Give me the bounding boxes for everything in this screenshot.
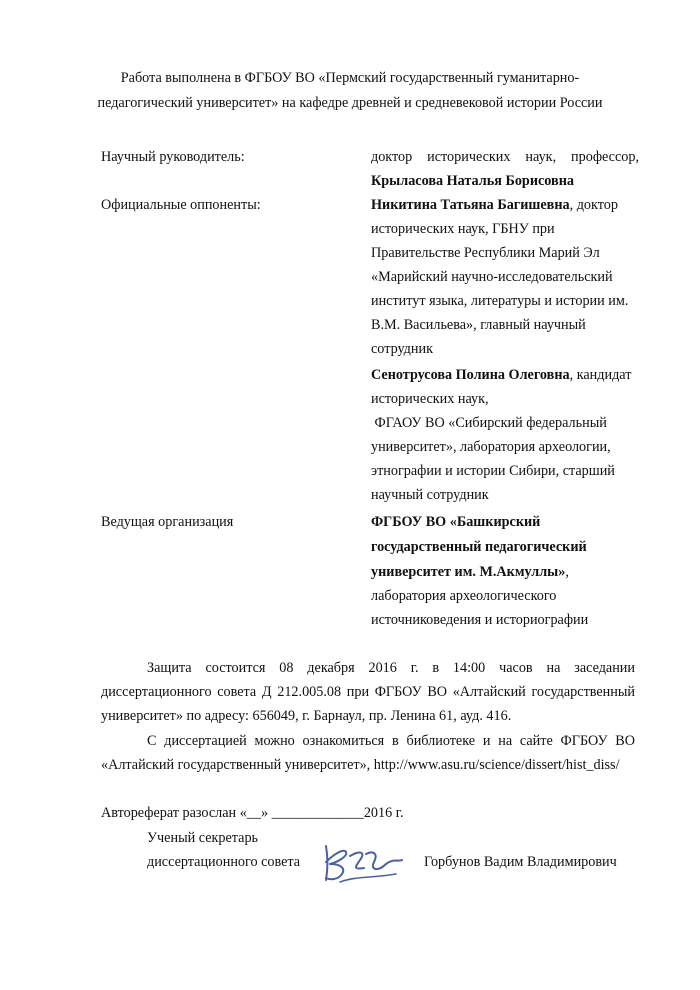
opponent-1-line: исторических наук, ГБНУ при — [371, 221, 555, 237]
lead-org-line — [371, 560, 639, 584]
lead-org-name-3: университет им. М.Акмуллы» — [371, 564, 566, 580]
secretary-name: Горбунов Вадим Владимирович — [424, 854, 617, 870]
library-paragraph: С диссертацией можно ознакомиться в библиотеке и на сайте ФГБОУ ВО «Алтайский государственный университет», http://www.asu.ru/science/dissert/hist_diss/ — [101, 733, 635, 773]
mailing-date-line: Автореферат разослан «__» _____________2016 г. — [101, 805, 404, 821]
supervisor-name — [371, 169, 639, 193]
lead-org-comma: , — [565, 564, 569, 580]
opponent-2-line: научный сотрудник — [371, 487, 489, 503]
opponents-label: Официальные оппоненты: — [101, 197, 261, 213]
defense-paragraph: Защита состоится 08 декабря 2016 г. в 14:00 часов на заседании диссертационного совета Д 212.005.08 при ФГБОУ ВО «Алтайский государственный университет» по адресу: 656049, г. Барнаул, пр. Ленина 61, ауд. 416. — [101, 660, 635, 724]
opponent-2-name: Сенотрусова Полина Олеговна — [371, 367, 570, 383]
secretary-title-2: диссертационного совета — [147, 854, 301, 870]
lead-org-name-1: ФГБОУ ВО «Башкирский — [371, 514, 541, 530]
opponent-2-degree: , кандидат — [569, 367, 632, 383]
lead-org-line: источниковедения и историографии — [371, 612, 589, 628]
lead-org-line: лаборатория археологического — [371, 588, 557, 604]
opponent-1-line: В.М. Васильева», главный научный — [371, 317, 586, 333]
signature-image — [316, 834, 408, 892]
opponent-1-line: институт языка, литературы и истории им. — [371, 293, 629, 309]
lead-org-name-2: государственный педагогический — [371, 539, 587, 555]
opponent-2-line: университет», лаборатория археологии, — [371, 439, 611, 455]
header-line-2: педагогический университет» на кафедре древней и средневековой истории России — [97, 95, 603, 111]
opponent-2-line: исторических наук, — [371, 391, 489, 407]
opponent-1-line: «Марийский научно-исследовательский — [371, 269, 613, 285]
opponent-1-line: сотрудник — [371, 341, 433, 357]
header-line-1: Работа выполнена в ФГБОУ ВО «Пермский государственный гуманитарно- — [120, 70, 580, 86]
lead-org-line — [371, 535, 639, 559]
opponent-1-degree: , доктор — [569, 197, 618, 213]
lead-org-line — [371, 510, 639, 534]
secretary-title-1: Ученый секретарь — [147, 830, 259, 846]
opponent-2-line: этнографии и истории Сибири, старший — [371, 463, 615, 479]
supervisor-label: Научный руководитель: — [101, 149, 245, 165]
opponent-1-line: Правительстве Республики Марий Эл — [371, 245, 600, 261]
opponent-2-line-1 — [371, 363, 639, 387]
opponent-1-name: Никитина Татьяна Багишевна — [371, 197, 570, 213]
lead-org-label: Ведущая организация — [101, 514, 234, 530]
opponent-2-line: ФГАОУ ВО «Сибирский федеральный — [371, 415, 607, 431]
supervisor-name-text: Крыласова Наталья Борисовна — [371, 173, 574, 189]
supervisor-title: доктор исторических наук, профессор, — [371, 149, 639, 165]
opponent-1-line-1 — [371, 193, 639, 217]
header-block — [60, 66, 640, 116]
